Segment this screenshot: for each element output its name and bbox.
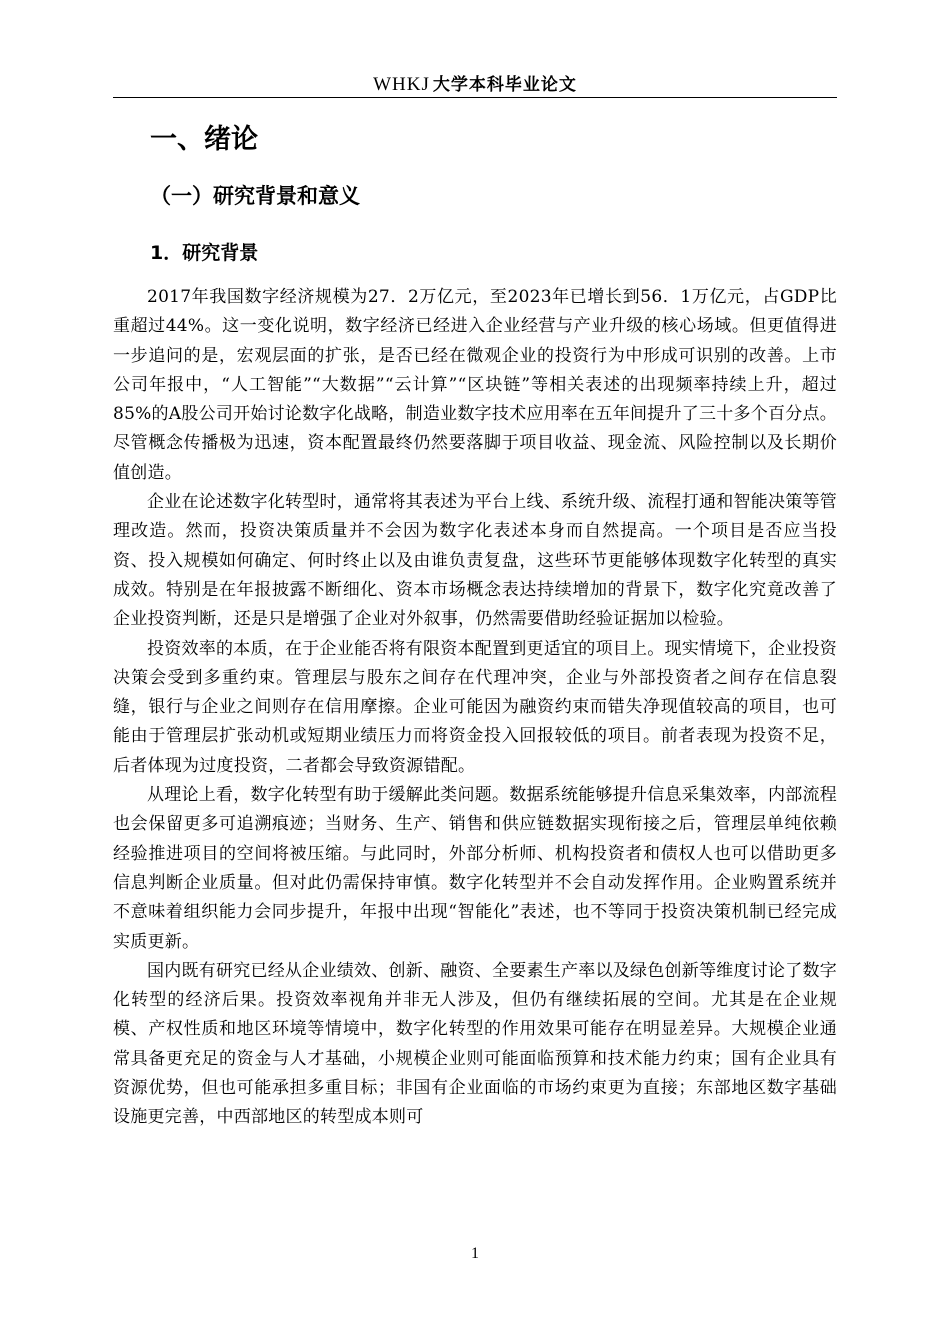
body-text [113, 283, 837, 1133]
header-rule [113, 97, 837, 98]
paragraph-4: 从理论上看，数字化转型有助于缓解此类问题。数据系统能够提升信息采集效率，内部流程也会保留更多可追溯痕迹；当财务、生产、销售和供应链数据实现衔接之后，管理层单纯依赖经验推进项目的空间将被压缩。与此同时，外部分析师、机构投资者和债权人也可以借助更多信息判断企业质量。但对此仍需保持审慎。数字化转型并不会自动发挥作用。企业购置系统并不意味着组织能力会同步提升，年报中出现“智能化”表述，也不等同于投资决策机制已经完成实质更新。 [113, 785, 837, 952]
paragraph-5: 国内既有研究已经从企业绩效、创新、融资、全要素生产率以及绿色创新等维度讨论了数字化转型的经济后果。投资效率视角并非无人涉及，但仍有继续拓展的空间。尤其是在企业规模、产权性质和地区环境等情境中，数字化转型的作用效果可能存在明显差异。大规模企业通常具备更充足的资金与人才基础，小规模企业则可能面临预算和技术能力约束；国有企业具有资源优势，但也可能承担多重目标；非国有企业面临的市场约束更为直接；东部地区数字基础设施更完善，中西部地区的转型成本则可 [113, 960, 837, 1128]
paragraph-1: 2017年我国数字经济规模为27．2万亿元，至2023年已增长到56．1万亿元，占GDP比重超过44%。这一变化说明，数字经济已经进入企业经营与产业升级的核心场域。但更值得进一步追问的是，宏观层面的扩张，是否已经在微观企业的投资行为中形成可识别的改善。上市公司年报中，“人工智能”“大数据”“云计算”“区块链”等相关表述的出现频率持续上升，超过85%的A股公司开始讨论数字化战略，制造业数字技术应用率在五年间提升了三十多个百分点。尽管概念传播极为迅速，资本配置最终仍然要落脚于项目收益、现金流、风险控制以及长期价值创造。 [113, 287, 837, 483]
paragraph-3: 投资效率的本质，在于企业能否将有限资本配置到更适宜的项目上。现实情境下，企业投资决策会受到多重约束。管理层与股东之间存在代理冲突，企业与外部投资者之间存在信息裂缝，银行与企业之间则存在信用摩擦。企业可能因为融资约束而错失净现值较高的项目，也可能由于管理层扩张动机或短期业绩压力而将资金投入回报较低的项目。前者表现为投资不足，后者体现为过度投资，二者都会导致资源错配。 [113, 638, 837, 776]
running-header [113, 72, 837, 96]
header-cjk-text: 大学本科毕业论文 [432, 75, 577, 95]
section-heading: （一）研究背景和意义 [150, 184, 360, 208]
header-latin-text: WHKJ [373, 74, 430, 95]
paragraph-2: 企业在论述数字化转型时，通常将其表述为平台上线、系统升级、流程打通和智能决策等管理改造。然而，投资决策质量并不会因为数字化表述本身而自然提高。一个项目是否应当投资、投入规模如何确定、何时终止以及由谁负责复盘，这些环节更能够体现数字化转型的真实成效。特别是在年报披露不断细化、资本市场概念表达持续增加的背景下，数字化究竟改善了企业投资判断，还是只是增强了企业对外叙事，仍然需要借助经验证据加以检验。 [113, 492, 837, 630]
page-number: 1 [471, 1245, 479, 1262]
subsection-heading: 1．研究背景 [150, 242, 259, 264]
chapter-heading: 一、绪论 [150, 124, 258, 155]
